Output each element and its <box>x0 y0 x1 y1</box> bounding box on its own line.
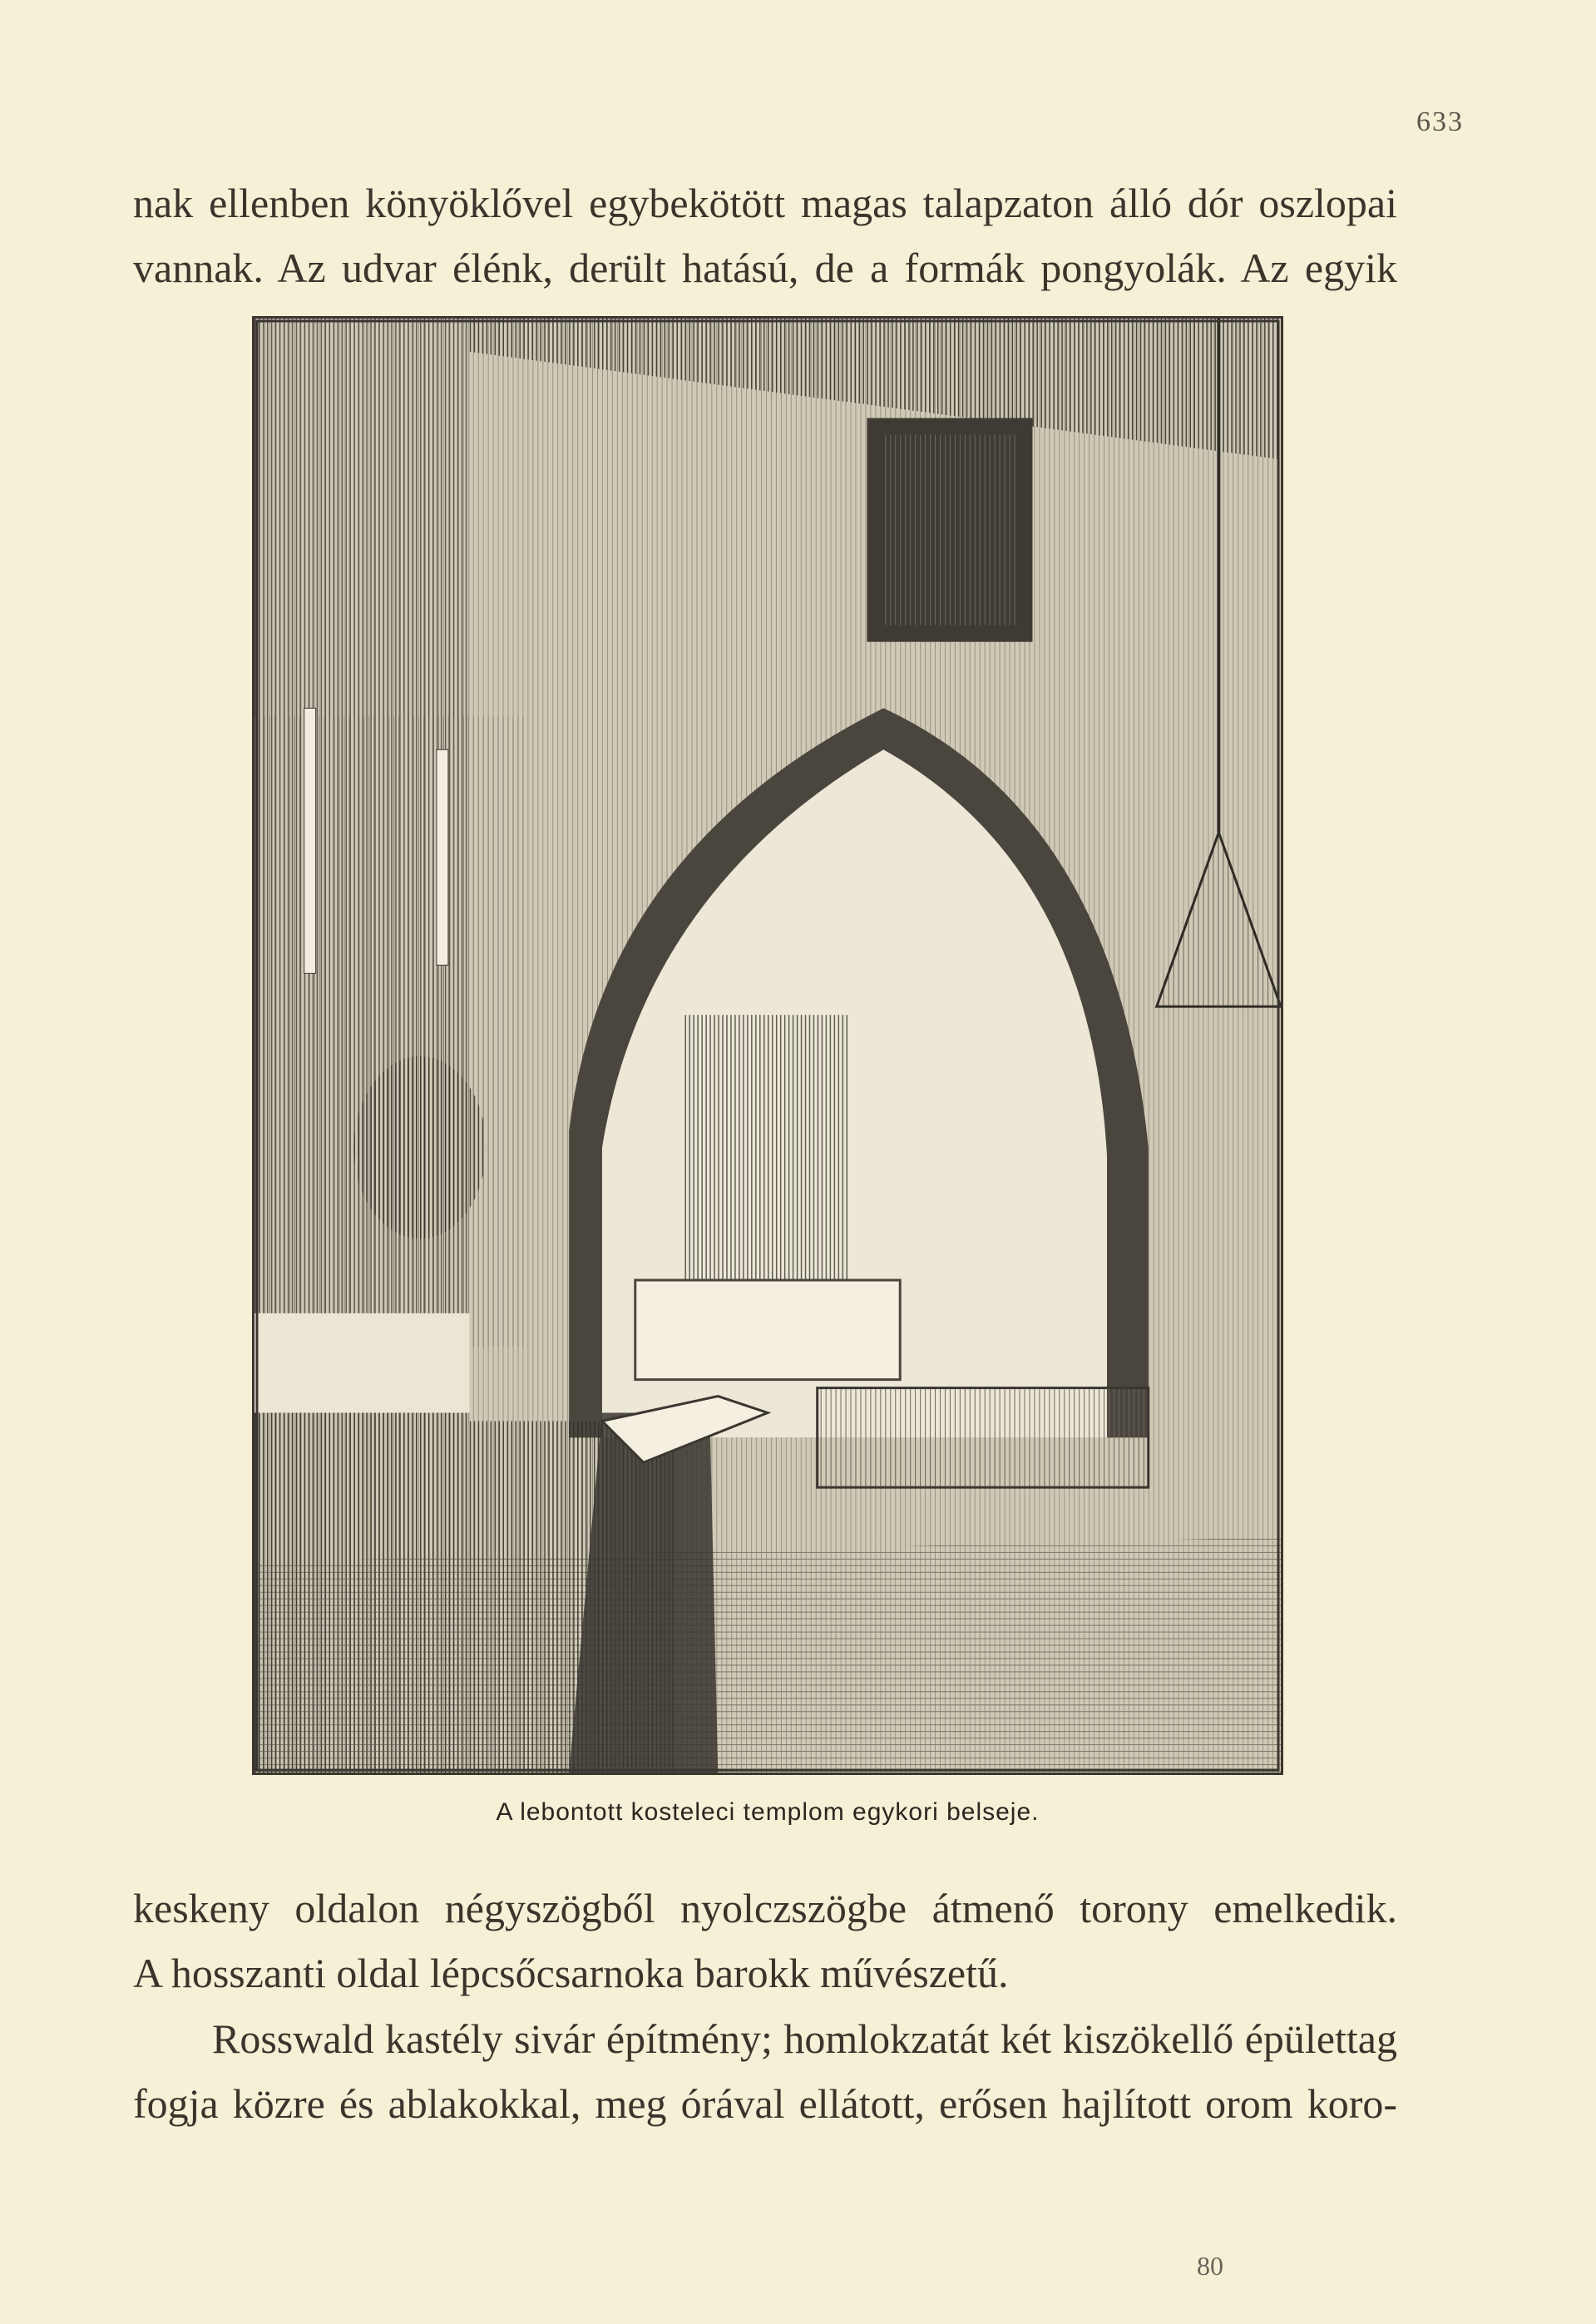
body-text-top <box>133 171 1397 300</box>
engraving-illustration <box>252 316 1283 1775</box>
text-line: vannak. Az udvar élénk, derült hatású, de a formák pongyolák. Az egyik <box>133 245 1397 291</box>
page-number: 633 <box>1416 106 1464 137</box>
text-line: A hosszanti oldal lépcsőcsarnoka barokk művészetű. <box>133 1950 1009 1996</box>
text-line: nak ellenben könyöklővel egybekötött magas talapzaton álló dór oszlopai <box>133 180 1397 226</box>
text-line: keskeny oldalon négyszögből nyolczszögbe átmenő torony emelkedik. <box>133 1885 1397 1931</box>
body-text-paragraph-1 <box>133 1876 1397 2005</box>
body-text-paragraph-2 <box>133 2006 1397 2136</box>
figure-caption: A lebontott kosteleci templom egykori belseje. <box>496 1798 1040 1826</box>
signature-number: 80 <box>1197 2251 1223 2281</box>
church-interior-engraving <box>254 319 1281 1773</box>
text-line: fogja közre és ablakokkal, meg órával ellátott, erősen hajlított orom koro- <box>133 2080 1397 2127</box>
text-line: Rosswald kastély sivár építmény; homlokzatát két kiszökellő épülettag <box>212 2015 1397 2062</box>
